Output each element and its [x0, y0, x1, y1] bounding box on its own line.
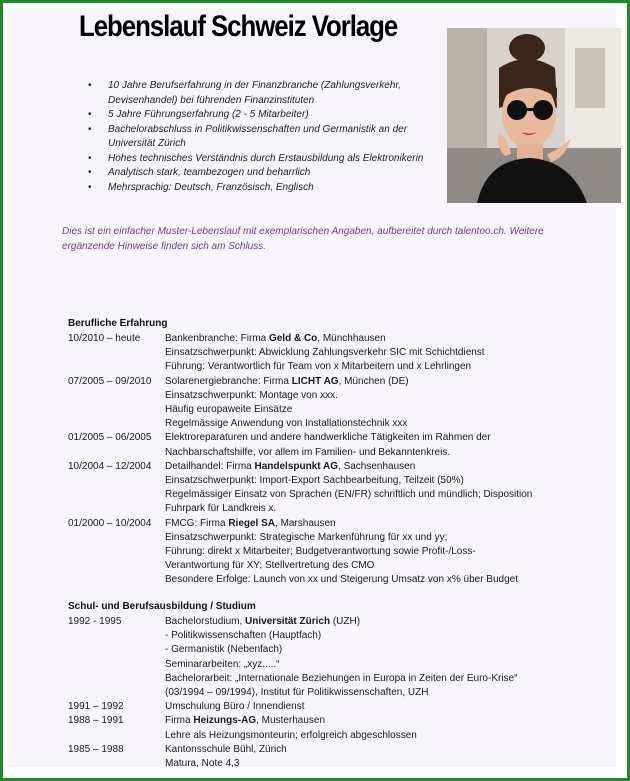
education-date [68, 658, 165, 672]
education-row [68, 643, 588, 657]
education-date [68, 729, 165, 743]
experience-detail [165, 375, 588, 389]
education-text: Umschulung Büro / Innendienst [165, 701, 305, 713]
education-date [68, 757, 165, 771]
experience-date [68, 446, 165, 460]
experience-detail [165, 474, 588, 488]
profile-photo [447, 28, 621, 203]
experience-detail [165, 502, 588, 516]
experience-date [68, 417, 165, 431]
experience-text: Einsatzschwerpunkt: Montage von xxx. [165, 389, 338, 401]
experience-text: Detailhandel: Firma [165, 460, 255, 472]
education-detail [165, 672, 588, 686]
experience-text-suffix: , Marshausen [275, 517, 336, 529]
experience-detail [165, 431, 588, 445]
education-list [68, 615, 588, 771]
experience-date [68, 488, 165, 502]
experience-detail [165, 417, 588, 431]
education-date [68, 643, 165, 657]
highlight-item: • Hohes technisches Verständnis durch Erstausbildung als Elektronikerin [88, 152, 438, 167]
education-detail [165, 714, 588, 728]
education-text: - Politikwissenschaften (Hauptfach) [165, 630, 322, 642]
experience-date [68, 559, 165, 573]
education-detail [165, 729, 588, 743]
education-detail [165, 615, 588, 629]
education-row [68, 700, 588, 714]
education-text: Lehre als Heizungsmonteurin; erfolgreich abgeschlossen [165, 729, 417, 741]
experience-text: FMCG: Firma [165, 517, 229, 529]
highlight-item: • 5 Jahre Führungserfahrung (2 - 5 Mitarbeiter) [88, 108, 438, 123]
education-organization: Universität Zürich [245, 616, 331, 627]
intro-note: Dies ist ein einfacher Muster-Lebenslauf mit exemplarischen Angaben, aufbereitet durch talentoo.ch. Weitere ergänzende Hinweise finden sich am Schluss. [62, 226, 544, 252]
experience-text: Bankenbranche: Firma [165, 333, 269, 344]
experience-date [68, 346, 165, 360]
education-date [68, 672, 165, 686]
experience-heading: Berufliche Erfahrung [68, 318, 168, 329]
highlight-item: • Bachelorabschluss in Politikwissenschaften und Germanistik an der Universität Zürich [88, 123, 438, 152]
experience-row [68, 346, 588, 360]
education-row [68, 658, 588, 672]
experience-row [68, 360, 588, 374]
highlight-item: • Mehrsprachig: Deutsch, Französisch, Englisch [88, 181, 438, 196]
experience-date: 10/2004 – 12/2004 [68, 460, 152, 472]
experience-date [68, 403, 165, 417]
experience-detail [165, 389, 588, 403]
education-detail [165, 757, 588, 771]
experience-date [68, 360, 165, 374]
education-row [68, 757, 588, 771]
experience-date [68, 573, 165, 587]
page-title: Lebenslauf Schweiz Vorlage [79, 10, 398, 43]
experience-text: Solarenergiebranche: Firma [165, 375, 292, 387]
education-detail [165, 629, 588, 643]
experience-detail [165, 545, 588, 559]
experience-row [68, 332, 588, 346]
experience-row [68, 460, 588, 474]
experience-row [68, 502, 588, 516]
education-date [68, 686, 165, 700]
education-text: Seminararbeiten: „xyz.....“ [165, 658, 280, 670]
education-text-suffix: , Musterhausen [256, 715, 326, 727]
education-detail [165, 700, 588, 714]
experience-row [68, 517, 588, 531]
experience-row [68, 375, 588, 389]
education-date [68, 629, 165, 643]
experience-text: Führung: direkt x Mitarbeiter; Budgetverantwortung sowie Profit-/Loss- [165, 546, 476, 558]
experience-text: Fuhrpark für Landkreis x. [165, 503, 277, 515]
education-detail [165, 743, 588, 757]
education-date: 1985 – 1988 [68, 743, 124, 755]
experience-detail [165, 446, 588, 460]
experience-text-suffix: , München (DE) [338, 375, 409, 387]
education-text: (03/1994 – 09/1994), Institut für Politikwissenschaften, UZH [165, 687, 429, 699]
experience-date [68, 502, 165, 516]
experience-text: Regelmässige Anwendung von Installationstechnik xxx [165, 418, 408, 430]
experience-row [68, 545, 588, 559]
experience-text: Einsatzschwerpunkt: Strategische Markenführung für xx und yy; [165, 531, 448, 543]
experience-detail [165, 332, 588, 346]
experience-text: Führung: Verantwortlich für Team von x Mitarbeitern und x Lehrlingen [165, 361, 472, 373]
education-row [68, 615, 588, 629]
experience-detail [165, 531, 588, 545]
education-text: Matura, Note 4,3 [165, 758, 240, 770]
experience-date: 01/2000 – 10/2004 [68, 517, 152, 529]
education-row [68, 672, 588, 686]
experience-row [68, 417, 588, 431]
experience-row [68, 573, 588, 587]
education-detail [165, 643, 588, 657]
experience-list [68, 332, 588, 588]
highlights-list [88, 79, 438, 195]
experience-date [68, 389, 165, 403]
highlight-item: • 10 Jahre Berufserfahrung in der Finanzbranche (Zahlungsverkehr, Devisenhandel) bei führenden Finanzinstituten [88, 79, 438, 108]
experience-row [68, 531, 588, 545]
experience-date: 10/2010 – heute [68, 333, 141, 344]
experience-text-suffix: , Sachsenhausen [338, 460, 416, 472]
experience-date [68, 474, 165, 488]
experience-row [68, 431, 588, 445]
experience-organization: Riegel SA [228, 517, 276, 529]
experience-date: 07/2005 – 09/2010 [68, 375, 152, 387]
education-text: Kantonsschule Bühl, Zürich [165, 743, 287, 755]
experience-text: Verantwortung für XY; Stellvertretung des CMO [165, 560, 375, 572]
experience-date: 01/2005 – 06/2005 [68, 432, 152, 444]
experience-text-suffix: , Münchhausen [317, 333, 386, 344]
experience-text: Elektroreparaturen und andere handwerkliche Tätigkeiten im Rahmen der [165, 432, 491, 444]
experience-detail [165, 559, 588, 573]
experience-row [68, 488, 588, 502]
experience-detail [165, 517, 588, 531]
experience-organization: Handelspunkt AG [254, 460, 339, 472]
experience-row [68, 474, 588, 488]
experience-date [68, 545, 165, 559]
education-row [68, 629, 588, 643]
experience-date [68, 531, 165, 545]
education-row [68, 714, 588, 728]
experience-row [68, 389, 588, 403]
experience-text: Einsatzschwerpunkt: Import-Export Sachbearbeitung, Teilzeit (50%) [165, 475, 464, 487]
experience-text: Regelmässiger Einsatz von Sprachen (EN/FR) schriftlich und mündlich; Disposition [165, 489, 533, 501]
experience-row [68, 559, 588, 573]
experience-detail [165, 573, 588, 587]
experience-row [68, 403, 588, 417]
experience-organization: Geld & Co [268, 333, 318, 344]
education-text: Bachelorarbeit: „Internationale Beziehungen in Europa in Zeiten der Euro-Krise“ [165, 672, 518, 684]
education-row [68, 729, 588, 743]
education-text-suffix: (UZH) [330, 616, 361, 627]
experience-text: Häufig europaweite Einsätze [165, 404, 293, 416]
experience-text: Nachbarschaftshilfe, vor allem im Familien- und Bekanntenkreis. [165, 446, 451, 458]
experience-detail [165, 346, 588, 360]
experience-row [68, 446, 588, 460]
education-detail [165, 658, 588, 672]
experience-organization: LICHT AG [291, 375, 339, 387]
experience-detail [165, 460, 588, 474]
experience-text: Besondere Erfolge: Launch von xx und Steigerung Umsatz von x% über Budget [165, 574, 518, 586]
education-row [68, 743, 588, 757]
highlight-item: • Analytisch stark, teambezogen und beharrlich [88, 166, 438, 181]
education-text: - Germanistik (Nebenfach) [165, 644, 283, 656]
experience-detail [165, 360, 588, 374]
education-date: 1991 – 1992 [68, 701, 124, 713]
education-text: Bachelorstudium, [165, 616, 246, 627]
education-detail [165, 686, 588, 700]
education-organization: Heizungs-AG [193, 715, 257, 727]
education-row [68, 686, 588, 700]
education-date: 1992 - 1995 [68, 616, 122, 627]
education-date: 1988 – 1991 [68, 715, 124, 727]
education-heading: Schul- und Berufsausbildung / Studium [68, 601, 256, 612]
experience-detail [165, 403, 588, 417]
education-text: Firma [165, 715, 194, 727]
experience-detail [165, 488, 588, 502]
experience-text: Einsatzschwerpunkt: Abwicklung Zahlungsverkehr SIC mit Schichtdienst [165, 347, 485, 359]
